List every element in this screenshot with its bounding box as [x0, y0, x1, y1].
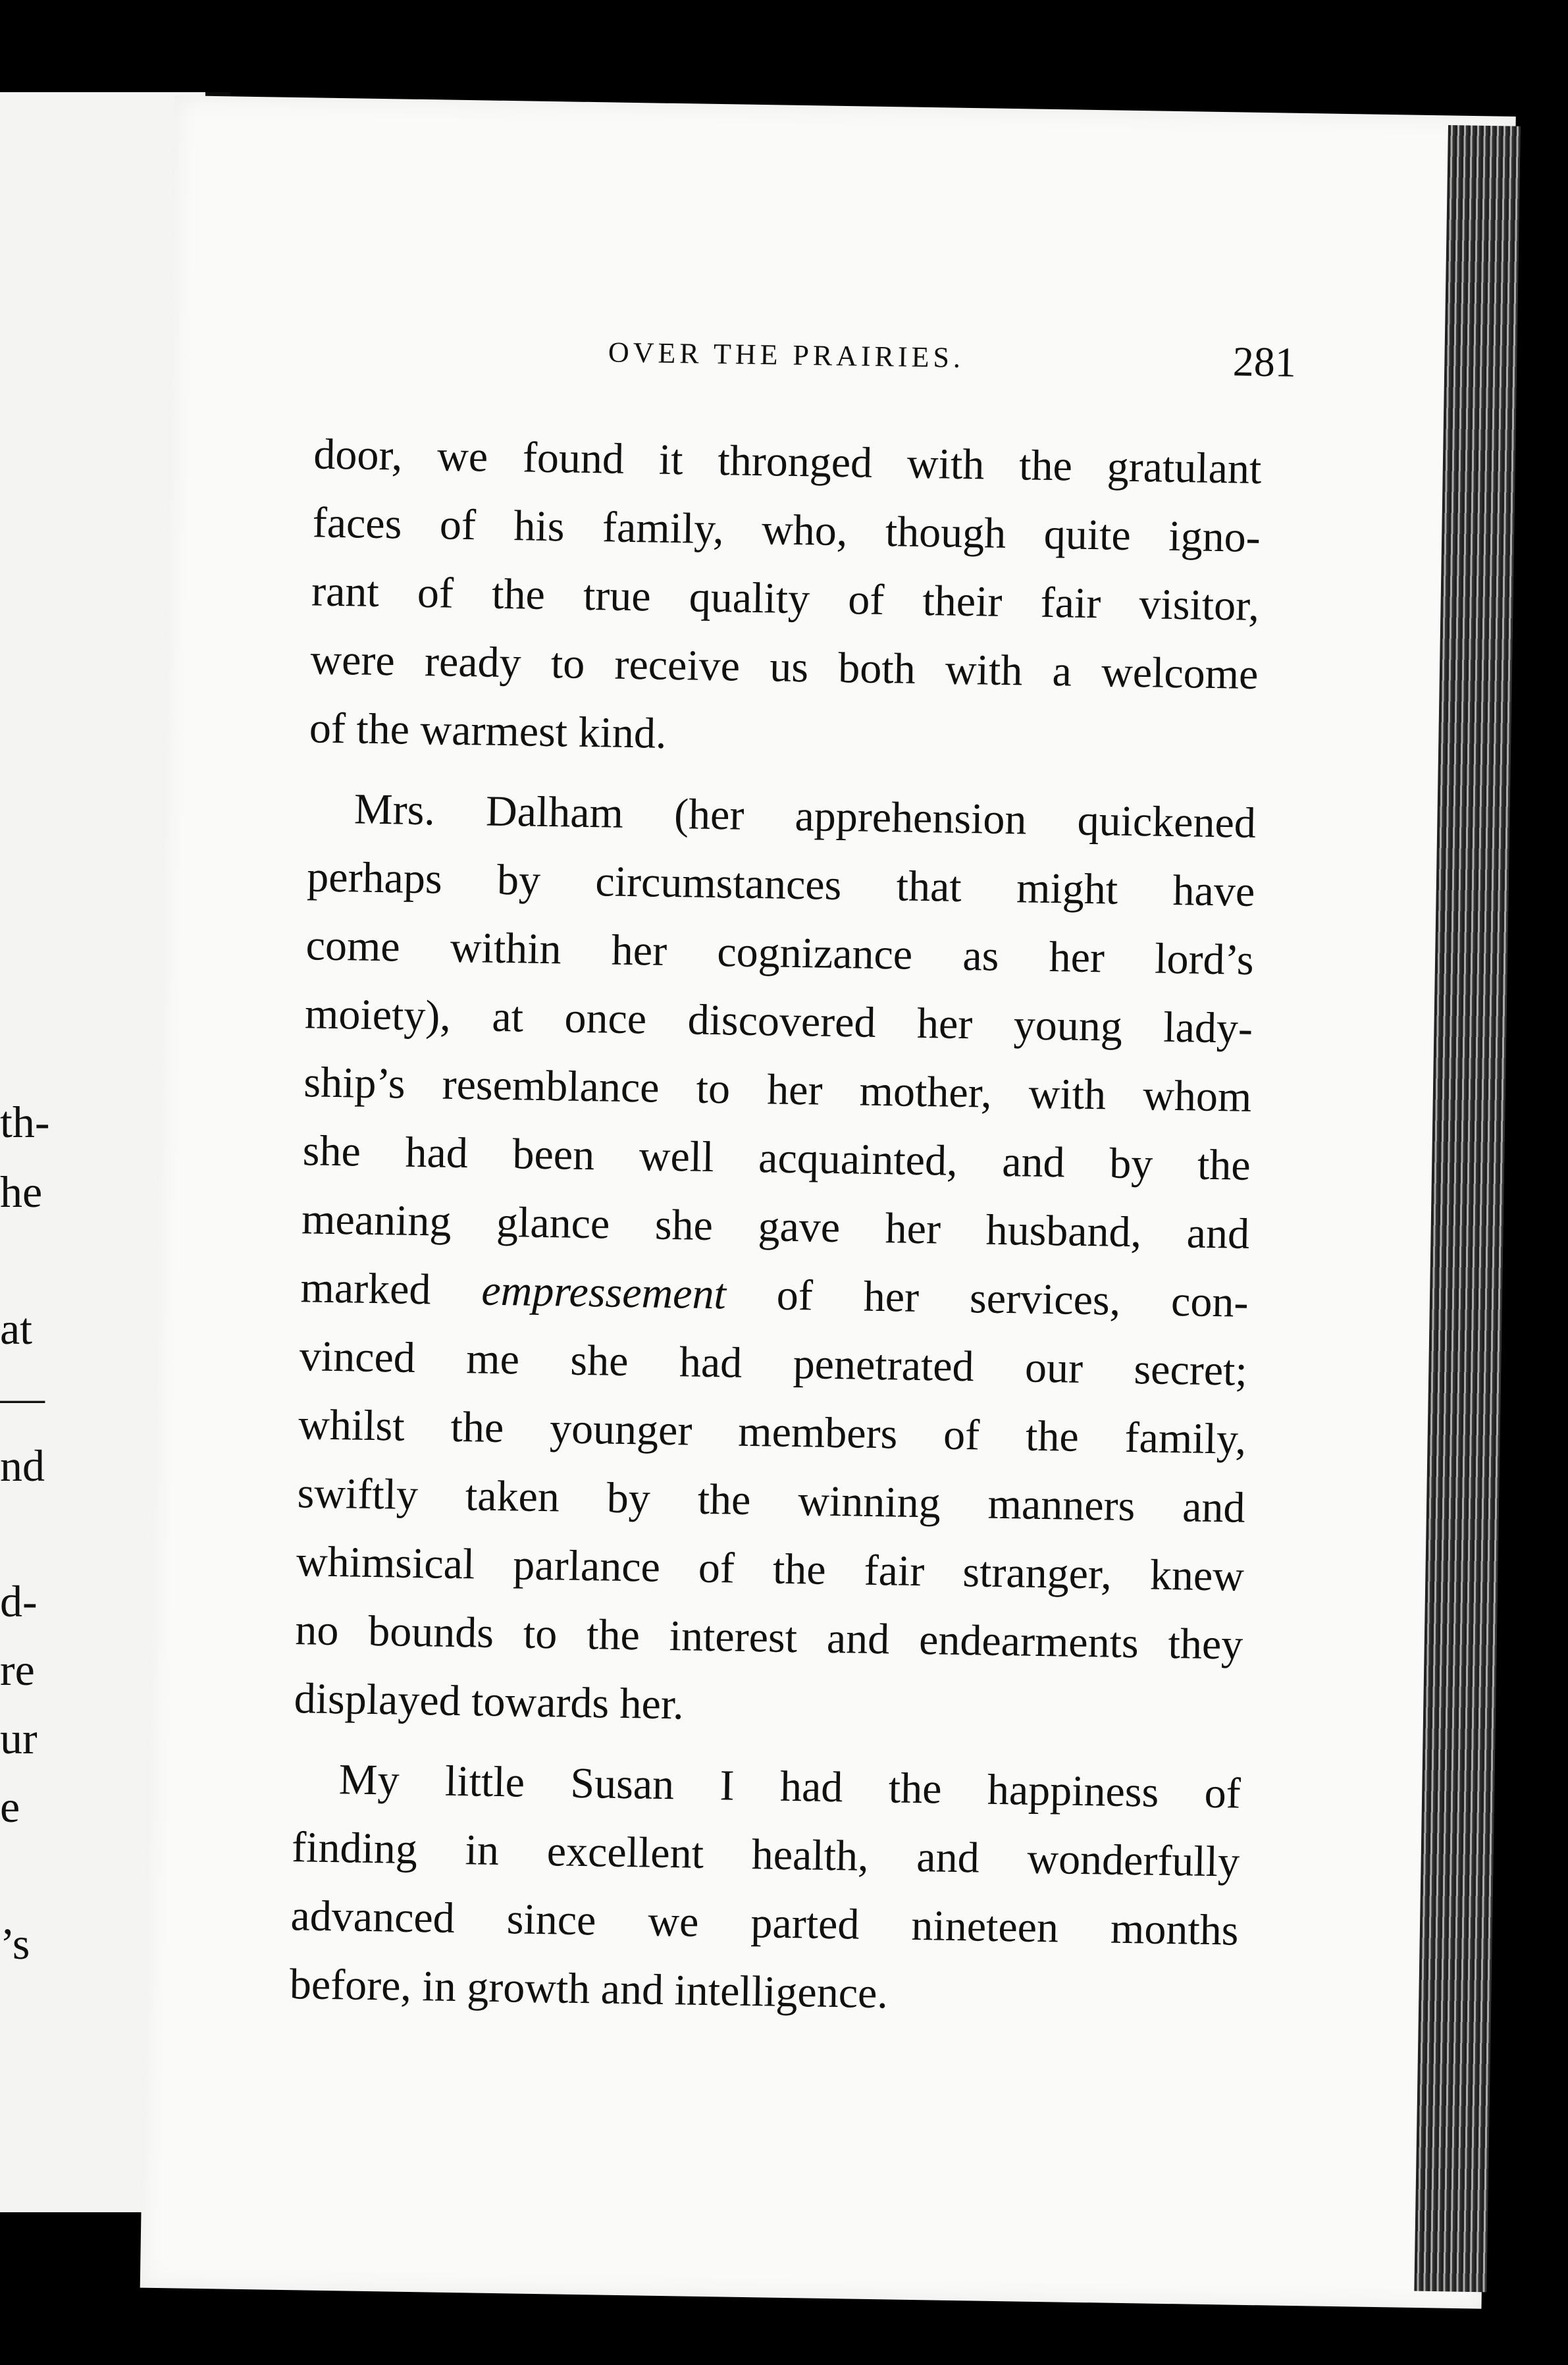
paragraph: [309, 420, 1262, 778]
text-line: finding in excellent health, and wonderfully: [291, 1823, 1240, 1886]
left-page-fragment: re: [0, 1645, 35, 1695]
paragraph: [289, 1745, 1241, 2034]
text-line: of the warmest kind.: [309, 704, 667, 758]
text-line: before, in growth and intelligence.: [289, 1960, 889, 2018]
text-line: come within her cognizance as her lord’s: [305, 921, 1255, 984]
left-page-fragment: ’s: [0, 1919, 30, 1969]
text-line: ship’s resemblance to her mother, with whom: [303, 1058, 1252, 1121]
running-head-title: OVER THE PRAIRIES.: [608, 336, 965, 374]
text-line: no bounds to the interest and endearments they: [294, 1606, 1243, 1669]
text-line: displayed towards her.: [294, 1674, 685, 1729]
text-line: were ready to receive us both with a welcome: [309, 635, 1259, 699]
text-line: whilst the younger members of the family,: [298, 1400, 1247, 1464]
text-line: door, we found it thronged with the gratulant: [313, 430, 1262, 494]
text-line: rant of the true quality of their fair visitor,: [311, 567, 1260, 630]
left-page-fragment: nd: [0, 1441, 45, 1491]
text-line: perhaps by circumstances that might have: [306, 853, 1255, 916]
body-text: [289, 420, 1262, 2033]
text-run: marked: [300, 1263, 483, 1315]
running-head: [170, 323, 1296, 386]
paragraph: [294, 774, 1257, 1747]
text-line: meaning glance she gave her husband, and: [301, 1195, 1250, 1258]
left-page-fragment: —: [0, 1372, 45, 1422]
text-line: My little Susan I had the happiness of: [338, 1755, 1241, 1818]
left-page-fragment: he: [0, 1167, 43, 1217]
text-run: of her services, con-: [725, 1270, 1249, 1327]
left-page-fragment: e: [0, 1782, 20, 1832]
text-line: she had been well acquainted, and by the: [302, 1127, 1251, 1190]
right-page: [140, 95, 1516, 2309]
left-page-fragment: d-: [0, 1576, 38, 1626]
left-page-fragment: th-: [0, 1097, 50, 1147]
text-line: advanced since we parted nineteen months: [290, 1892, 1239, 1955]
italic-word: empressement: [481, 1266, 727, 1319]
left-page-fragment: ur: [0, 1713, 38, 1763]
text-line: vinced me she had penetrated our secret;: [299, 1332, 1248, 1395]
text-line: faces of his family, who, though quite igno-: [312, 498, 1261, 562]
text-line: moiety), at once discovered her young lady-: [304, 990, 1253, 1053]
page-number: 281: [1232, 338, 1297, 386]
text-line: swiftly taken by the winning manners and: [297, 1469, 1246, 1532]
text-line: whimsical parlance of the fair stranger, knew: [296, 1537, 1245, 1601]
text-line: Mrs. Dalham (her apprehension quickened: [353, 785, 1257, 847]
left-page-fragment: at: [0, 1304, 33, 1354]
